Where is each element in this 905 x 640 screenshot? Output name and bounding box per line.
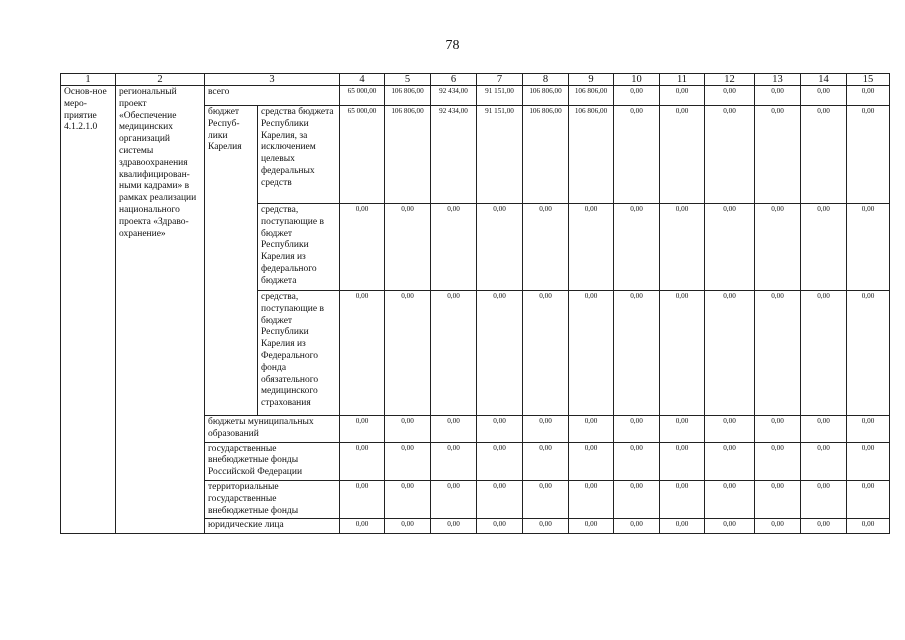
budget-table (60, 73, 890, 534)
header-cell: 1 (61, 74, 116, 86)
value-cell: 0,00 (755, 86, 801, 106)
value-cell: 0,00 (431, 442, 477, 480)
value-cell: 0,00 (477, 416, 523, 443)
value-cell: 0,00 (660, 480, 705, 518)
header-cell: 10 (614, 74, 660, 86)
value-cell: 0,00 (705, 442, 755, 480)
measure-name: региональный проект «Обеспечение медицинских организаций системы здравоохранения квалифицирован-ными кадрами» в рамках реализации национального проекта «Здраво-охранение» (116, 86, 205, 534)
header-cell: 5 (385, 74, 431, 86)
value-cell: 106 806,00 (523, 86, 569, 106)
value-cell: 65 000,00 (340, 86, 385, 106)
header-cell: 15 (847, 74, 890, 86)
value-cell: 0,00 (569, 519, 614, 534)
value-cell: 0,00 (801, 291, 847, 416)
value-cell: 0,00 (569, 416, 614, 443)
value-cell: 0,00 (847, 106, 890, 204)
value-cell: 0,00 (431, 416, 477, 443)
value-cell: 0,00 (847, 519, 890, 534)
row-total (61, 86, 890, 106)
header-cell: 13 (755, 74, 801, 86)
page-number: 78 (445, 38, 460, 53)
value-cell: 0,00 (614, 416, 660, 443)
value-cell: 0,00 (477, 291, 523, 416)
value-cell: 0,00 (385, 442, 431, 480)
value-cell: 106 806,00 (569, 106, 614, 204)
header-cell: 12 (705, 74, 755, 86)
header-cell: 11 (660, 74, 705, 86)
value-cell: 0,00 (847, 86, 890, 106)
value-cell: 0,00 (847, 480, 890, 518)
header-cell: 4 (340, 74, 385, 86)
value-cell: 106 806,00 (569, 86, 614, 106)
value-cell: 106 806,00 (385, 86, 431, 106)
value-cell: 0,00 (801, 519, 847, 534)
value-cell: 0,00 (755, 291, 801, 416)
value-cell: 0,00 (660, 519, 705, 534)
value-cell: 0,00 (614, 106, 660, 204)
value-cell: 0,00 (431, 204, 477, 291)
value-cell: 0,00 (755, 106, 801, 204)
value-cell: 0,00 (614, 291, 660, 416)
value-cell: 0,00 (569, 480, 614, 518)
value-cell: 0,00 (660, 291, 705, 416)
header-cell: 3 (205, 74, 340, 86)
value-cell: 91 151,00 (477, 86, 523, 106)
value-cell: 0,00 (340, 291, 385, 416)
measure-code: Основ-ное меро-приятие 4.1.2.1.0 (61, 86, 116, 534)
value-cell: 0,00 (431, 480, 477, 518)
value-cell: 0,00 (523, 416, 569, 443)
value-cell: 0,00 (755, 416, 801, 443)
value-cell: 0,00 (755, 204, 801, 291)
value-cell: 0,00 (705, 480, 755, 518)
value-cell: 0,00 (705, 291, 755, 416)
value-cell: 0,00 (614, 86, 660, 106)
value-cell: 0,00 (801, 106, 847, 204)
header-cell: 8 (523, 74, 569, 86)
value-cell: 0,00 (660, 106, 705, 204)
value-cell: 0,00 (385, 416, 431, 443)
value-cell: 0,00 (569, 291, 614, 416)
value-cell: 0,00 (340, 442, 385, 480)
value-cell: 92 434,00 (431, 86, 477, 106)
row-label: государственные внебюджетные фонды Российской Федерации (205, 442, 340, 480)
value-cell: 0,00 (801, 86, 847, 106)
value-cell: 0,00 (477, 519, 523, 534)
value-cell: 0,00 (523, 291, 569, 416)
value-cell: 0,00 (755, 480, 801, 518)
value-cell: 0,00 (660, 416, 705, 443)
value-cell: 0,00 (385, 291, 431, 416)
header-cell: 6 (431, 74, 477, 86)
value-cell: 0,00 (523, 204, 569, 291)
header-cell: 9 (569, 74, 614, 86)
value-cell: 106 806,00 (385, 106, 431, 204)
header-cell: 7 (477, 74, 523, 86)
row-label: средства, поступающие в бюджет Республики Карелия из Федерального фонда обязательного медицинского страхования (258, 291, 340, 416)
value-cell: 0,00 (755, 442, 801, 480)
value-cell: 0,00 (523, 480, 569, 518)
header-cell: 14 (801, 74, 847, 86)
value-cell: 0,00 (660, 204, 705, 291)
value-cell: 0,00 (801, 416, 847, 443)
row-label: территориальные государственные внебюджетные фонды (205, 480, 340, 518)
value-cell: 0,00 (705, 204, 755, 291)
value-cell: 91 151,00 (477, 106, 523, 204)
value-cell: 106 806,00 (523, 106, 569, 204)
budget-rk-label: бюджет Респуб-лики Карелия (205, 106, 258, 416)
value-cell: 0,00 (614, 519, 660, 534)
row-label: бюджеты муниципальных образований (205, 416, 340, 443)
value-cell: 0,00 (801, 204, 847, 291)
value-cell: 0,00 (847, 442, 890, 480)
value-cell: 0,00 (847, 204, 890, 291)
value-cell: 0,00 (660, 442, 705, 480)
row-label: средства бюджета Республики Карелия, за исключением целевых федеральных средств (258, 106, 340, 204)
value-cell: 0,00 (385, 519, 431, 534)
row-label: юридические лица (205, 519, 340, 534)
value-cell: 0,00 (385, 480, 431, 518)
value-cell: 65 000,00 (340, 106, 385, 204)
value-cell: 0,00 (705, 416, 755, 443)
value-cell: 0,00 (523, 442, 569, 480)
value-cell: 0,00 (340, 416, 385, 443)
row-label: средства, поступающие в бюджет Республики Карелия из федерального бюджета (258, 204, 340, 291)
value-cell: 0,00 (477, 480, 523, 518)
value-cell: 0,00 (340, 519, 385, 534)
value-cell: 0,00 (477, 442, 523, 480)
header-cell: 2 (116, 74, 205, 86)
value-cell: 0,00 (340, 480, 385, 518)
value-cell: 0,00 (614, 480, 660, 518)
value-cell: 0,00 (847, 291, 890, 416)
value-cell: 0,00 (660, 86, 705, 106)
value-cell: 0,00 (847, 416, 890, 443)
value-cell: 0,00 (477, 204, 523, 291)
value-cell: 0,00 (755, 519, 801, 534)
value-cell: 0,00 (340, 204, 385, 291)
value-cell: 0,00 (705, 106, 755, 204)
value-cell: 92 434,00 (431, 106, 477, 204)
value-cell: 0,00 (523, 519, 569, 534)
value-cell: 0,00 (801, 480, 847, 518)
value-cell: 0,00 (801, 442, 847, 480)
value-cell: 0,00 (705, 86, 755, 106)
row-label: всего (205, 86, 340, 106)
value-cell: 0,00 (614, 442, 660, 480)
value-cell: 0,00 (705, 519, 755, 534)
value-cell: 0,00 (569, 442, 614, 480)
value-cell: 0,00 (614, 204, 660, 291)
value-cell: 0,00 (569, 204, 614, 291)
value-cell: 0,00 (431, 519, 477, 534)
value-cell: 0,00 (431, 291, 477, 416)
value-cell: 0,00 (385, 204, 431, 291)
header-row (61, 74, 890, 86)
